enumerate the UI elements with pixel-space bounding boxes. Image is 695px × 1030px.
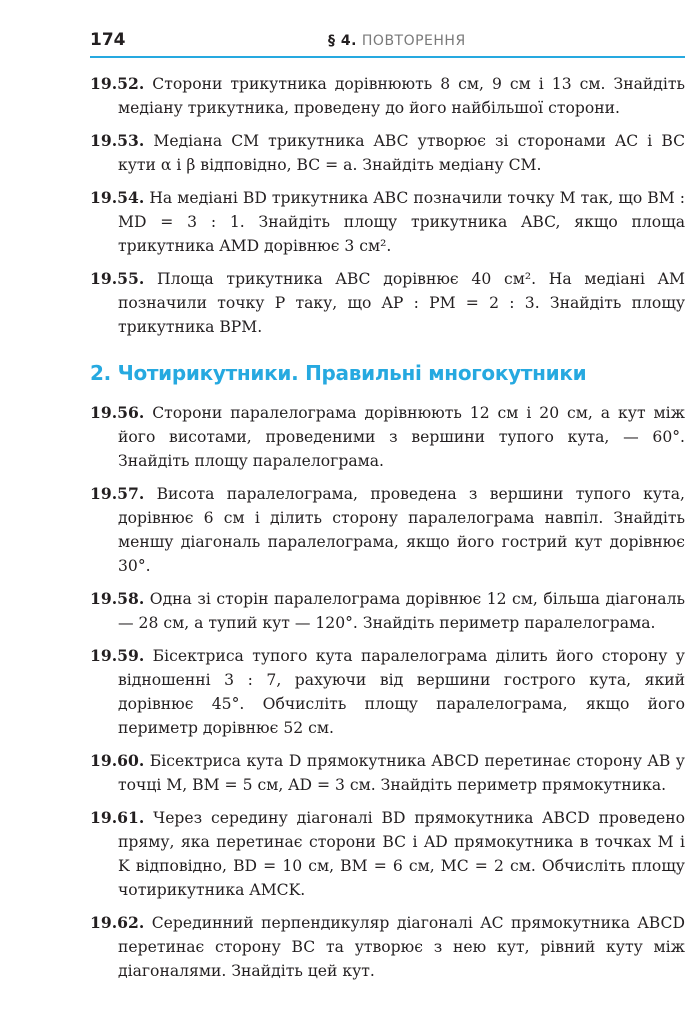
problem-text: На медіані BD трикутника ABC позначили точку M так, що BM : MD = 3 : 1. Знайдіть площу трикутника ABC, якщо площа трикутника AMD дорівнює 3 см².: [118, 189, 685, 255]
problem-19-56: [90, 401, 685, 473]
problem-19-52: [90, 72, 685, 120]
problem-text: Бісектриса тупого кута паралелограма ділить його сторону у відношенні 3 : 7, рахуючи від вершини гострого кута, який дорівнює 45°. Обчисліть площу паралелограма, якщо його периметр дорівнює 52 см.: [118, 647, 685, 737]
problem-19-53: [90, 129, 685, 177]
page-header: [0, 0, 695, 60]
problem-number: 19.55.: [90, 269, 145, 288]
problem-19-57: [90, 482, 685, 578]
problem-number: 19.54.: [90, 188, 145, 207]
problem-number: 19.60.: [90, 751, 145, 770]
problem-text: Медіана CM трикутника ABC утворює зі сторонами AC і BC кути α і β відповідно, BC = a. Знайдіть медіану CM.: [118, 132, 686, 174]
problem-number: 19.62.: [90, 913, 145, 932]
page-number: 174: [90, 30, 126, 50]
problem-number: 19.56.: [90, 403, 145, 422]
problem-number: 19.57.: [90, 484, 145, 503]
problem-number: 19.53.: [90, 131, 145, 150]
problem-text: Висота паралелограма, проведена з вершини тупого кута, дорівнює 6 см і ділить сторону паралелограма навпіл. Знайдіть меншу діагональ паралелограма, якщо його гострий кут дорівнює 30°.: [118, 485, 685, 575]
problem-19-61: [90, 806, 685, 902]
problem-text: Бісектриса кута D прямокутника ABCD перетинає сторону AB у точці M, BM = 5 см, AD = 3 см. Знайдіть периметр прямокутника.: [118, 752, 685, 794]
problem-text: Сторони паралелограма дорівнюють 12 см і 20 см, а кут між його висотами, проведеними з вершини тупого кута, — 60°. Знайдіть площу паралелограма.: [118, 404, 685, 470]
problem-19-62: [90, 911, 685, 983]
problem-19-59: [90, 644, 685, 740]
problem-19-58: [90, 587, 685, 635]
problem-number: 19.58.: [90, 589, 145, 608]
problem-number: 19.52.: [90, 74, 145, 93]
page-content: [90, 72, 685, 992]
header-rule: [90, 56, 685, 58]
problem-19-55: [90, 267, 685, 339]
problem-number: 19.59.: [90, 646, 145, 665]
section-mark: § 4.: [328, 33, 357, 49]
problem-number: 19.61.: [90, 808, 145, 827]
problem-text: Серединний перпендикуляр діагоналі AC прямокутника ABCD перетинає сторону BC та утворює з нею кут, рівний куту між діагоналями. Знайдіть цей кут.: [118, 914, 685, 980]
problem-text: Одна зі сторін паралелограма дорівнює 12 см, більша діагональ — 28 см, а тупий кут — 120°. Знайдіть периметр паралелограма.: [118, 590, 685, 632]
section-title: 2. Чотирикутники. Правильні многокутники: [90, 361, 587, 385]
problem-text: Через середину діагоналі BD прямокутника ABCD проведено пряму, яка перетинає сторони BC і AD прямокутника в точках M і K відповідно, BD = 10 см, BM = 6 см, MC = 2 см. Обчисліть площу чотирикутника AMCK.: [118, 809, 685, 899]
problem-text: Площа трикутника ABC дорівнює 40 см². На медіані AM позначили точку P таку, що AP : PM = 2 : 3. Знайдіть площу трикутника BPM.: [118, 270, 686, 336]
running-head: [328, 33, 466, 49]
problem-19-54: [90, 186, 685, 258]
problem-19-60: [90, 749, 685, 797]
section-name: ПОВТОРЕННЯ: [361, 33, 466, 49]
problem-text: Сторони трикутника дорівнюють 8 см, 9 см і 13 см. Знайдіть медіану трикутника, проведену до його найбільшої сторони.: [118, 75, 685, 117]
